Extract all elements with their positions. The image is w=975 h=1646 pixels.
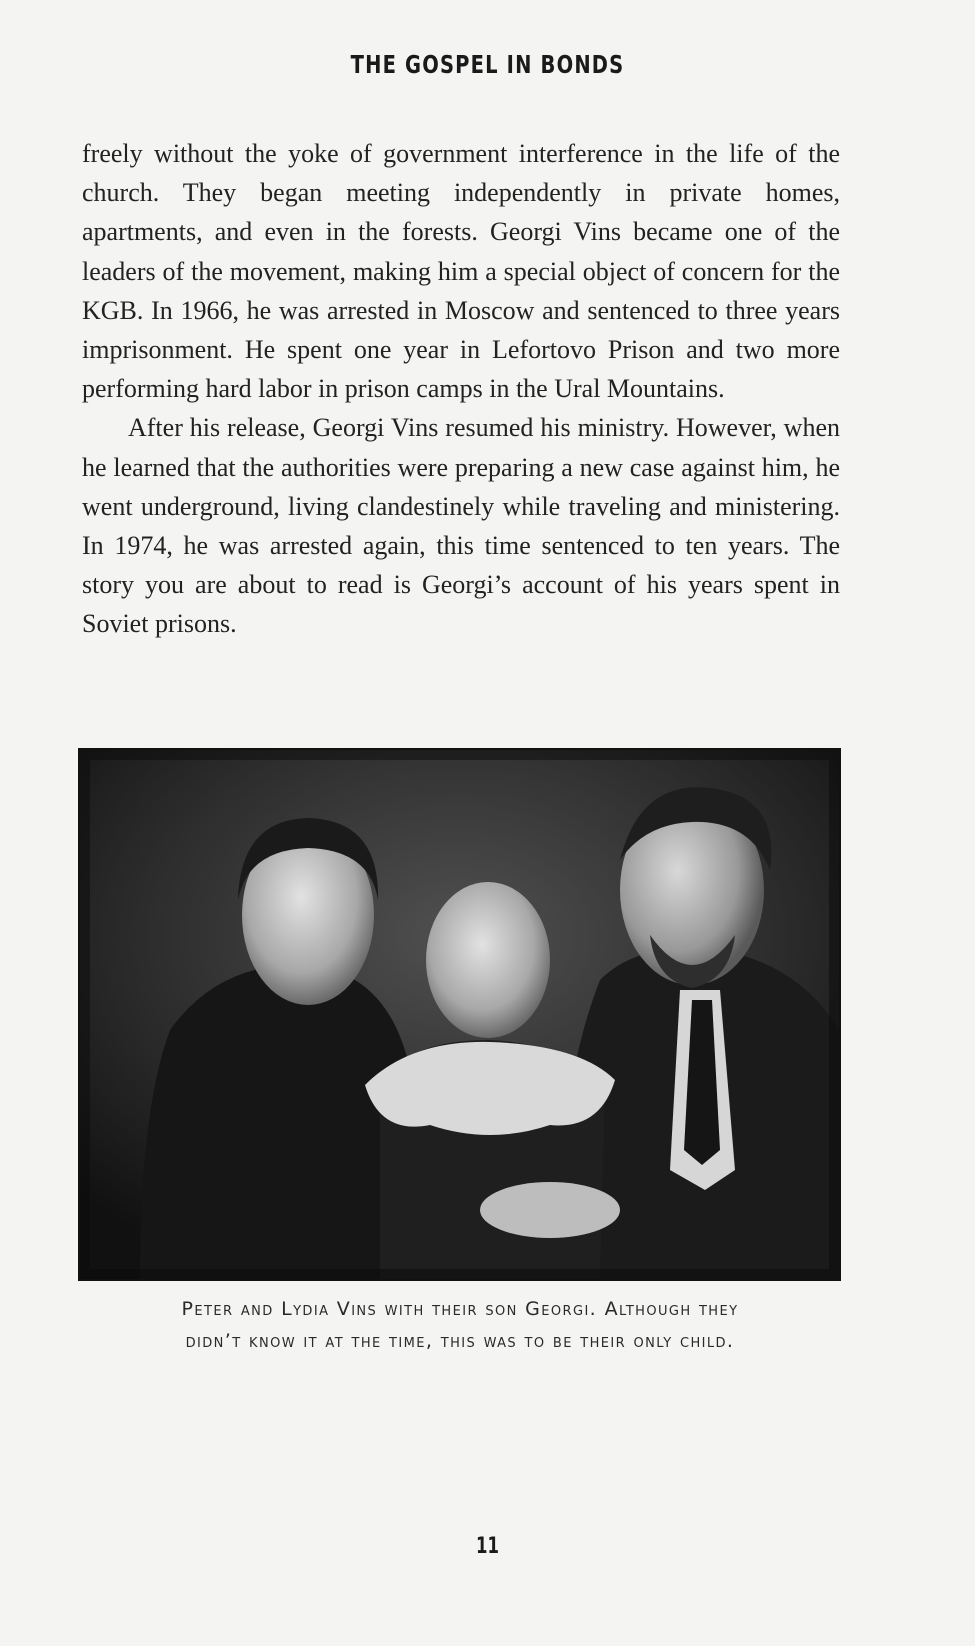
page-number: 11 <box>476 1534 499 1559</box>
caption-line-2: didn’t know it at the time, this was to be their only child. <box>185 1330 735 1352</box>
running-head: THE GOSPEL IN BONDS <box>350 50 625 79</box>
paragraph-2: After his release, Georgi Vins resumed his ministry. However, when he learned that the authorities were preparing a new case against him, he went underground, living clandestinely while traveling and ministering. In 1974, he was arrested again, this time sentenced to ten years. The story you are about to read is Georgi’s account of his years spent in Soviet prisons. <box>82 413 840 639</box>
family-photograph <box>78 748 841 1281</box>
hand <box>480 1182 620 1238</box>
caption-line-1: Peter and Lydia Vins with their son Georgi. Although they <box>181 1298 739 1320</box>
photo-caption <box>80 1293 840 1357</box>
body-text <box>82 134 840 644</box>
child-face <box>426 882 550 1038</box>
photograph-illustration <box>80 750 839 1279</box>
paragraph-1: freely without the yoke of government interference in the life of the church. They began meeting independently in private homes, apartments, and even in the forests. Georgi Vins became one of the leaders of the movement, making him a special object of concern for the KGB. In 1966, he was arrested in Moscow and sentenced to three years imprisonment. He spent one year in Lefortovo Prison and two more performing hard labor in prison camps in the Ural Mountains. <box>82 139 840 404</box>
